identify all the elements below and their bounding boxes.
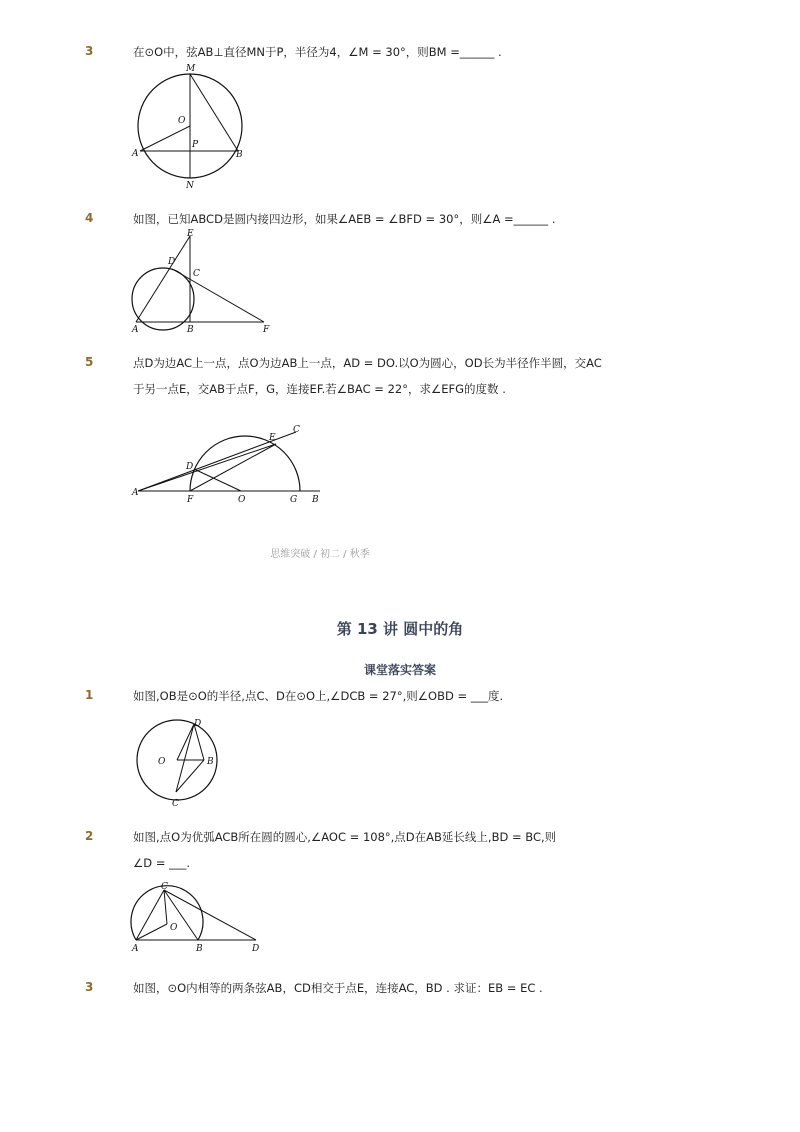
- arc-diagram-s2: [128, 878, 268, 954]
- label-F: F: [187, 495, 194, 505]
- question-text-line2: 于另一点E，交AB于点F，G，连接EF.若∠BAC = 22°，求∠EFG的度数 .: [133, 382, 506, 396]
- label-D: D: [186, 462, 194, 472]
- question-text: 在⊙O中，弦AB⊥直径MN于P，半径为4，∠M = 30°，则BM =______ .: [133, 45, 502, 59]
- question-text-line2: ∠D = ___.: [133, 856, 191, 870]
- question-text: 如图，⊙O内相等的两条弦AB，CD相交于点E，连接AC，BD . 求证：EB = EC .: [133, 981, 543, 995]
- question-text: 如图，已知ABCD是圆内接四边形，如果∠AEB = ∠BFD = 30°，则∠A =______ .: [133, 212, 556, 226]
- label-A: A: [132, 488, 139, 498]
- circle-diagram-q3: [128, 60, 253, 195]
- page-footer: 思维突破 / 初二 / 秋季: [270, 549, 370, 560]
- label-M: M: [186, 64, 196, 74]
- label-D: D: [168, 257, 176, 267]
- label-F: F: [263, 325, 270, 335]
- label-N: N: [186, 181, 194, 191]
- label-C: C: [193, 269, 200, 279]
- label-O: O: [158, 757, 166, 767]
- question-number: 4: [85, 211, 94, 225]
- label-C: C: [172, 799, 179, 809]
- question-number: 2: [85, 829, 94, 843]
- label-A: A: [132, 149, 139, 159]
- label-O: O: [178, 116, 186, 126]
- section-subtitle: 课堂落实答案: [363, 663, 436, 677]
- question-text: 如图,OB是⊙O的半径,点C、D在⊙O上,∠DCB = 27°,则∠OBD = ___度.: [133, 689, 504, 703]
- label-C: C: [161, 882, 168, 892]
- label-D: D: [252, 944, 260, 954]
- question-number: 1: [85, 688, 94, 702]
- label-E: E: [269, 433, 276, 443]
- label-A: A: [132, 944, 139, 954]
- label-B: B: [207, 757, 214, 767]
- label-G: G: [290, 495, 298, 505]
- question-number: 3: [85, 44, 94, 58]
- question-number: 5: [85, 355, 94, 369]
- label-O: O: [170, 923, 178, 933]
- label-B: B: [196, 944, 203, 954]
- label-C: C: [293, 425, 300, 435]
- label-B: B: [236, 150, 243, 160]
- label-A: A: [132, 325, 139, 335]
- label-B: B: [187, 325, 194, 335]
- question-number: 3: [85, 980, 94, 994]
- circle-diagram-s1: [128, 714, 228, 812]
- lecture-title: 第 13 讲 圆中的角: [336, 620, 464, 638]
- question-text-line1: 点D为边AC上一点，点O为边AB上一点，AD = DO.以O为圆心，OD长为半径作半圆，交AC: [133, 356, 602, 370]
- label-B: B: [312, 495, 319, 505]
- label-P: P: [192, 140, 199, 150]
- question-text-line1: 如图,点O为优弧ACB所在圆的圆心,∠AOC = 108°,点D在AB延长线上,BD = BC,则: [133, 830, 557, 844]
- label-E: E: [187, 229, 194, 239]
- semicircle-diagram-q5: [128, 420, 328, 510]
- circle-diagram-q4: [128, 226, 288, 336]
- label-O: O: [238, 495, 246, 505]
- label-D: D: [194, 719, 202, 729]
